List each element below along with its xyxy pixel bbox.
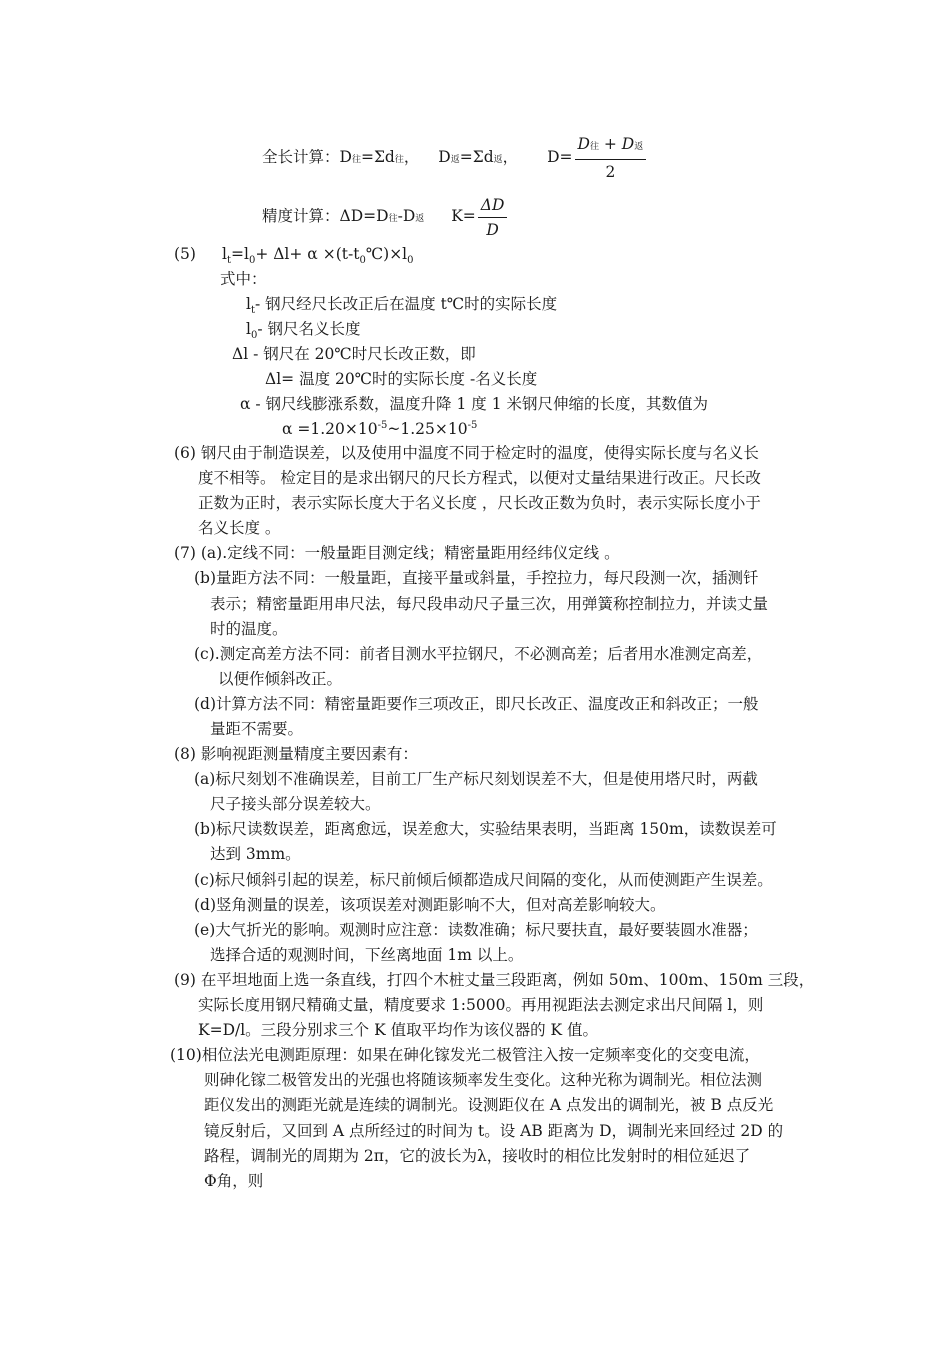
item5-number: (5)	[174, 245, 196, 263]
item5-dl-def: Δl= 温度 20℃时的实际长度 -名义长度	[265, 370, 538, 388]
item6-line: 度不相等。 检定目的是求出钢尺的尺长方程式，以便对丈量结果进行改正。尺长改	[198, 469, 761, 487]
item8-line: 尺子接头部分误差较大。	[210, 795, 381, 813]
mean-distance-fraction: $\frac{\text{D往 + D返}}{2}$	[575, 134, 647, 182]
item5-dl: Δl - 钢尺在 20℃时尺长改正数，即	[232, 345, 476, 363]
relative-precision-fraction: $\frac{\Delta D}{D}$	[478, 195, 508, 240]
total-length-label: 全长计算：	[262, 148, 340, 166]
total-length-formula: 全长计算：D往=Σd往， D返=Σd返， D= $\frac{\text{D往 + D返}}{2}$	[262, 134, 646, 184]
item5-where: 式中：	[220, 270, 267, 288]
item7-line: (d)计算方法不同：精密量距要作三项改正，即尺长改正、温度改正和斜改正；一般	[194, 695, 759, 713]
item8-line: (b)标尺读数误差，距离愈远，误差愈大，实验结果表明，当距离 150m，读数误差可	[194, 820, 777, 838]
item10-line: 则砷化镓二极管发出的光强也将随该频率发生变化。这种光称为调制光。相位法测	[204, 1071, 763, 1089]
item6-line: (6) 钢尺由于制造误差，以及使用中温度不同于检定时的温度，使得实际长度与名义长	[174, 444, 759, 462]
item6-line: 正数为正时，表示实际长度大于名义长度 ，尺长改正数为负时，表示实际长度小于	[198, 494, 761, 512]
item9-line: K=D/l。三段分别求三个 K 值取平均作为该仪器的 K 值。	[198, 1021, 599, 1039]
item8-line: 达到 3mm。	[210, 845, 301, 863]
item8-line: (d)竖角测量的误差，该项误差对测距影响不大，但对高差影响较大。	[194, 896, 666, 914]
item8-line: (c)标尺倾斜引起的误差，标尺前倾后倾都造成尺间隔的变化，从而使测距产生误差。	[194, 871, 773, 889]
item7-line: (c).测定高差方法不同：前者目测水平拉钢尺，不必测高差；后者用水准测定高差，	[194, 645, 763, 663]
item10-line: (10)相位法光电测距原理：如果在砷化镓发光二极管注入按一定频率变化的交变电流，	[170, 1046, 760, 1064]
item7-line: 量距不需要。	[210, 720, 304, 738]
item9-line: (9) 在平坦地面上选一条直线，打四个木桩丈量三段距离，例如 50m、100m、150m 三段，	[174, 971, 815, 989]
item10-line: Φ角，则	[204, 1172, 264, 1190]
item5-alpha: α - 钢尺线膨涨系数，温度升降 1 度 1 米钢尺伸缩的长度，其数值为	[240, 395, 708, 413]
item8-line: 选择合适的观测时间，下丝离地面 1m 以上。	[210, 946, 524, 964]
item6-line: 名义长度 。	[198, 519, 281, 537]
item5-alpha-value: $\alpha =1.20\times 10^{-5}\sim 1.25\times 10^{-5}$	[282, 419, 478, 438]
item7-line: 以便作倾斜改正。	[218, 670, 343, 688]
item8-line: (8) 影响视距测量精度主要因素有：	[174, 745, 418, 763]
item10-line: 路程，调制光的周期为 2π，它的波长为λ，接收时的相位比发射时的相位延迟了	[204, 1147, 751, 1165]
item7-line: (b)量距方法不同：一般量距，直接平量或斜量，手控拉力，每尺段测一次，插测钎	[194, 569, 759, 587]
item7-line: 时的温度。	[210, 620, 288, 638]
item9-line: 实际长度用钢尺精确丈量，精度要求 1:5000。再用视距法去测定求出尺间隔 l，则	[198, 996, 764, 1014]
item10-line: 距仪发出的测距光就是连续的调制光。设测距仪在 A 点发出的调制光，被 B 点反光	[204, 1096, 774, 1114]
item8-line: (e)大气折光的影响。观测时应注意：读数准确；标尺要扶直，最好要装圆水准器；	[194, 921, 758, 939]
item5-formula: $l_t=l_0+ \Delta l+ \alpha$ $\times(t-t_0℃)\times l_0$	[222, 245, 414, 267]
item5-lt: $l_t-$ 钢尺经尺长改正后在温度 t℃时的实际长度	[246, 295, 558, 317]
precision-formula: 精度计算：ΔD=D往-D返 K= $\frac{\Delta D}{D}$	[262, 194, 507, 244]
precision-label: 精度计算：	[262, 207, 340, 225]
item8-line: (a)标尺刻划不准确误差，目前工厂生产标尺刻划误差不大，但是使用塔尺时，两截	[194, 770, 758, 788]
item7-line: (7) (a).定线不同：一般量距目测定线；精密量距用经纬仪定线 。	[174, 544, 620, 562]
item5-l0: $l_0-$ 钢尺名义长度	[246, 320, 361, 342]
item10-line: 镜反射后，又回到 A 点所经过的时间为 t。设 AB 距离为 D，调制光来回经过 2D 的	[204, 1122, 784, 1140]
item7-line: 表示；精密量距用串尺法，每尺段串动尺子量三次，用弹簧称控制拉力，并读丈量	[210, 595, 769, 613]
